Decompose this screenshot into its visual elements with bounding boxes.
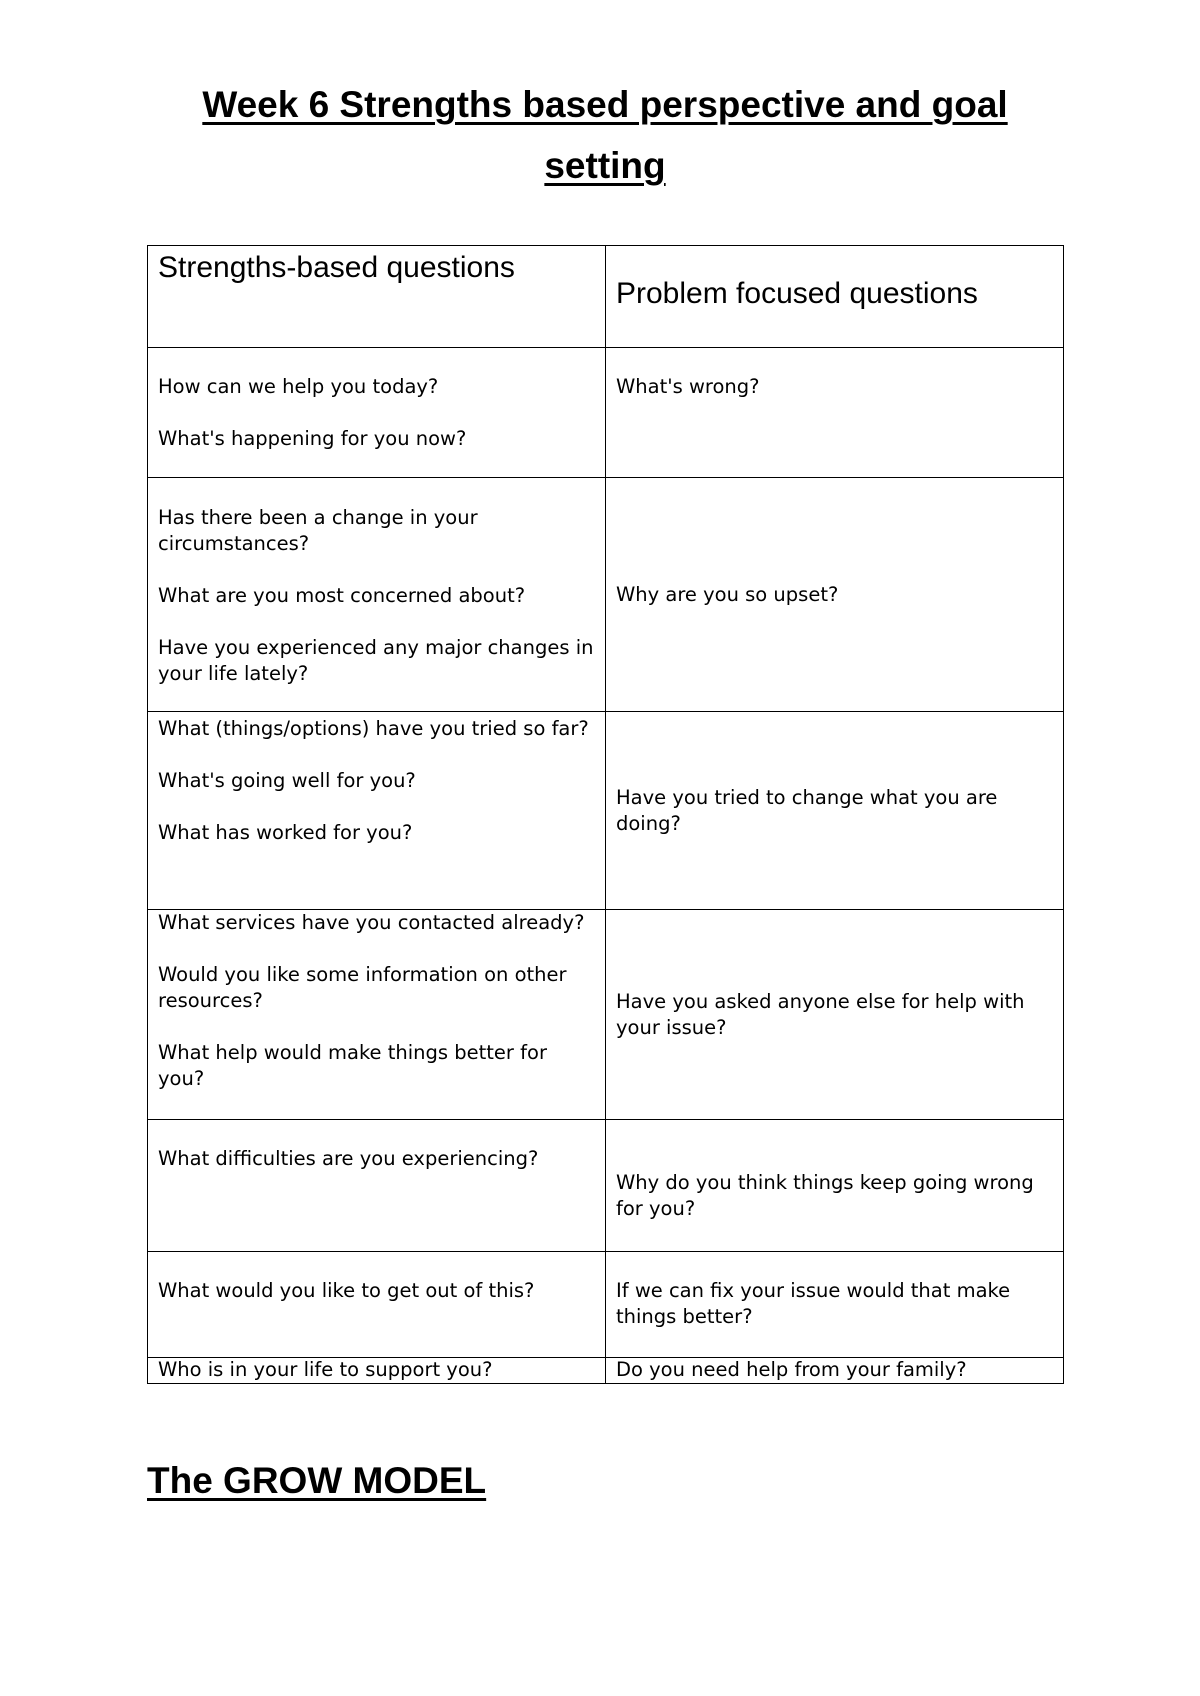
strengths-question: What has worked for you?: [158, 821, 413, 844]
problem-question: Why do you think things keep going wrong for you?: [616, 1171, 1034, 1220]
strengths-question: Who is in your life to support you?: [158, 1358, 493, 1381]
strengths-cell: [148, 348, 606, 478]
strengths-cell: [148, 1252, 606, 1358]
table-row: [148, 348, 1064, 478]
strengths-cell: [148, 1120, 606, 1252]
strengths-question: Would you like some information on other resources?: [158, 963, 567, 1012]
strengths-column-header: Strengths-based questions: [148, 246, 606, 348]
strengths-question: Has there been a change in your circumstances?: [158, 506, 478, 555]
problem-cell: [606, 910, 1064, 1120]
strengths-cell: [148, 910, 606, 1120]
problem-cell: [606, 712, 1064, 910]
strengths-question: What help would make things better for you?: [158, 1041, 547, 1090]
questions-table: [147, 245, 1064, 1384]
strengths-question: How can we help you today?: [158, 375, 439, 398]
problem-cell: [606, 478, 1064, 712]
strengths-question: What (things/options) have you tried so far?: [158, 717, 589, 740]
problem-question: Have you asked anyone else for help with your issue?: [616, 989, 1025, 1039]
problem-question: Have you tried to change what you are doing?: [616, 785, 998, 835]
problem-question: If we can fix your issue would that make things better?: [616, 1279, 1011, 1328]
strengths-question: What are you most concerned about?: [158, 584, 526, 607]
strengths-question: What's happening for you now?: [158, 427, 467, 450]
problem-cell: [606, 1358, 1064, 1384]
table-row: [148, 1358, 1064, 1384]
strengths-question: What difficulties are you experiencing?: [158, 1147, 539, 1170]
strengths-cell: [148, 478, 606, 712]
section-heading: The GROW MODEL: [147, 1460, 487, 1501]
strengths-question: What services have you contacted already?: [158, 911, 585, 934]
problem-cell: [606, 1120, 1064, 1252]
problem-column-header: Problem focused questions: [606, 246, 1064, 348]
problem-cell: [606, 1252, 1064, 1358]
strengths-cell: [148, 712, 606, 910]
strengths-cell: [148, 1358, 606, 1384]
table-header-row: [148, 246, 1064, 348]
problem-question: Why are you so upset?: [616, 582, 839, 606]
table-row: [148, 910, 1064, 1120]
table-row: [148, 712, 1064, 910]
problem-question: What's wrong?: [616, 375, 760, 398]
strengths-question: What would you like to get out of this?: [158, 1279, 535, 1302]
table-row: [148, 1120, 1064, 1252]
strengths-question: What's going well for you?: [158, 769, 416, 792]
problem-cell: [606, 348, 1064, 478]
table-row: [148, 478, 1064, 712]
strengths-question: Have you experienced any major changes in your life lately?: [158, 636, 594, 685]
problem-question: Do you need help from your family?: [616, 1358, 967, 1381]
table-row: [148, 1252, 1064, 1358]
page-title: Week 6 Strengths based perspective and goal setting: [202, 84, 1008, 186]
